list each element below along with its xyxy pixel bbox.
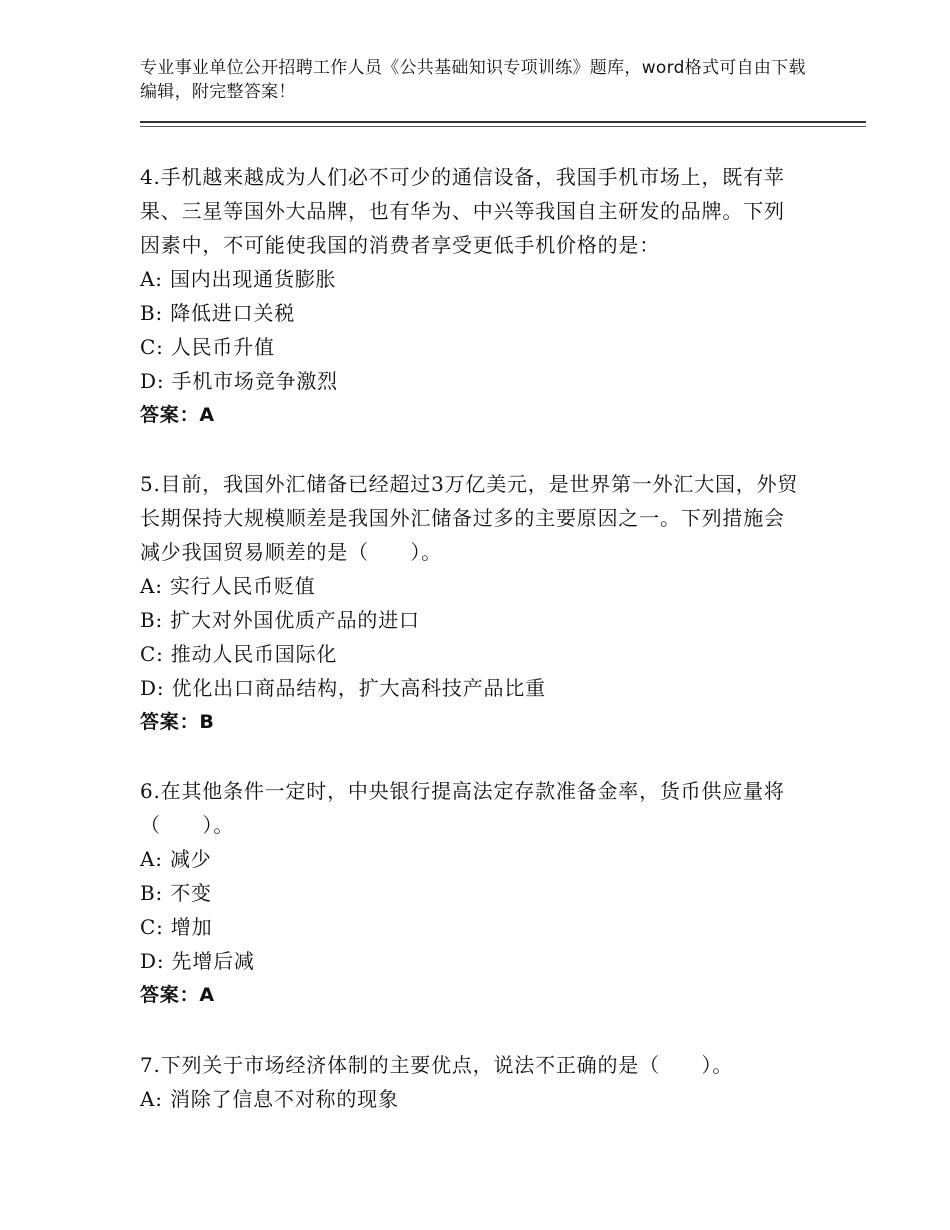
document-header: 专业事业单位公开招聘工作人员《公共基础知识专项训练》题库，word格式可自由下载编辑，附完整答案！ <box>140 58 806 102</box>
option-a: A: 消除了信息不对称的现象 <box>140 1087 399 1111</box>
option-b: B: 降低进口关税 <box>140 301 295 325</box>
option-c: C: 推动人民币国际化 <box>140 642 338 666</box>
question-stem: 6.在其他条件一定时，中央银行提高法定存款准备金率，货币供应量将（ ）。 <box>140 779 785 837</box>
option-c: C: 人民币升值 <box>140 335 275 359</box>
option-a: A: 国内出现通货膨胀 <box>140 267 337 291</box>
option-b: B: 扩大对外国优质产品的进口 <box>140 608 420 632</box>
question-7 <box>140 1048 800 1116</box>
question-5 <box>140 467 800 739</box>
option-d: D: 优化出口商品结构，扩大高科技产品比重 <box>140 676 546 700</box>
question-stem: 4.手机越来越成为人们必不可少的通信设备，我国手机市场上，既有苹果、三星等国外大品牌，也有华为、中兴等我国自主研发的品牌。下列因素中，不可能使我国的消费者享受更低手机价格的是： <box>140 165 785 257</box>
option-b: B: 不变 <box>140 881 212 905</box>
option-a: A: 实行人民币贬值 <box>140 574 316 598</box>
option-c: C: 增加 <box>140 915 213 939</box>
answer-label: 答案：B <box>140 711 215 733</box>
header-divider <box>140 121 866 123</box>
question-stem: 5.目前，我国外汇储备已经超过3万亿美元，是世界第一外汇大国，外贸长期保持大规模顺差是我国外汇储备过多的主要原因之一。下列措施会减少我国贸易顺差的是（ ）。 <box>140 472 799 564</box>
header-divider-thin <box>140 126 866 127</box>
option-d: D: 先增后减 <box>140 949 255 973</box>
answer-label: 答案：A <box>140 404 215 426</box>
option-a: A: 减少 <box>140 847 212 871</box>
question-stem: 7.下列关于市场经济体制的主要优点，说法不正确的是（ ）。 <box>140 1053 734 1077</box>
question-6 <box>140 774 800 1012</box>
option-d: D: 手机市场竞争激烈 <box>140 369 338 393</box>
question-4 <box>140 160 800 432</box>
answer-label: 答案：A <box>140 984 215 1006</box>
